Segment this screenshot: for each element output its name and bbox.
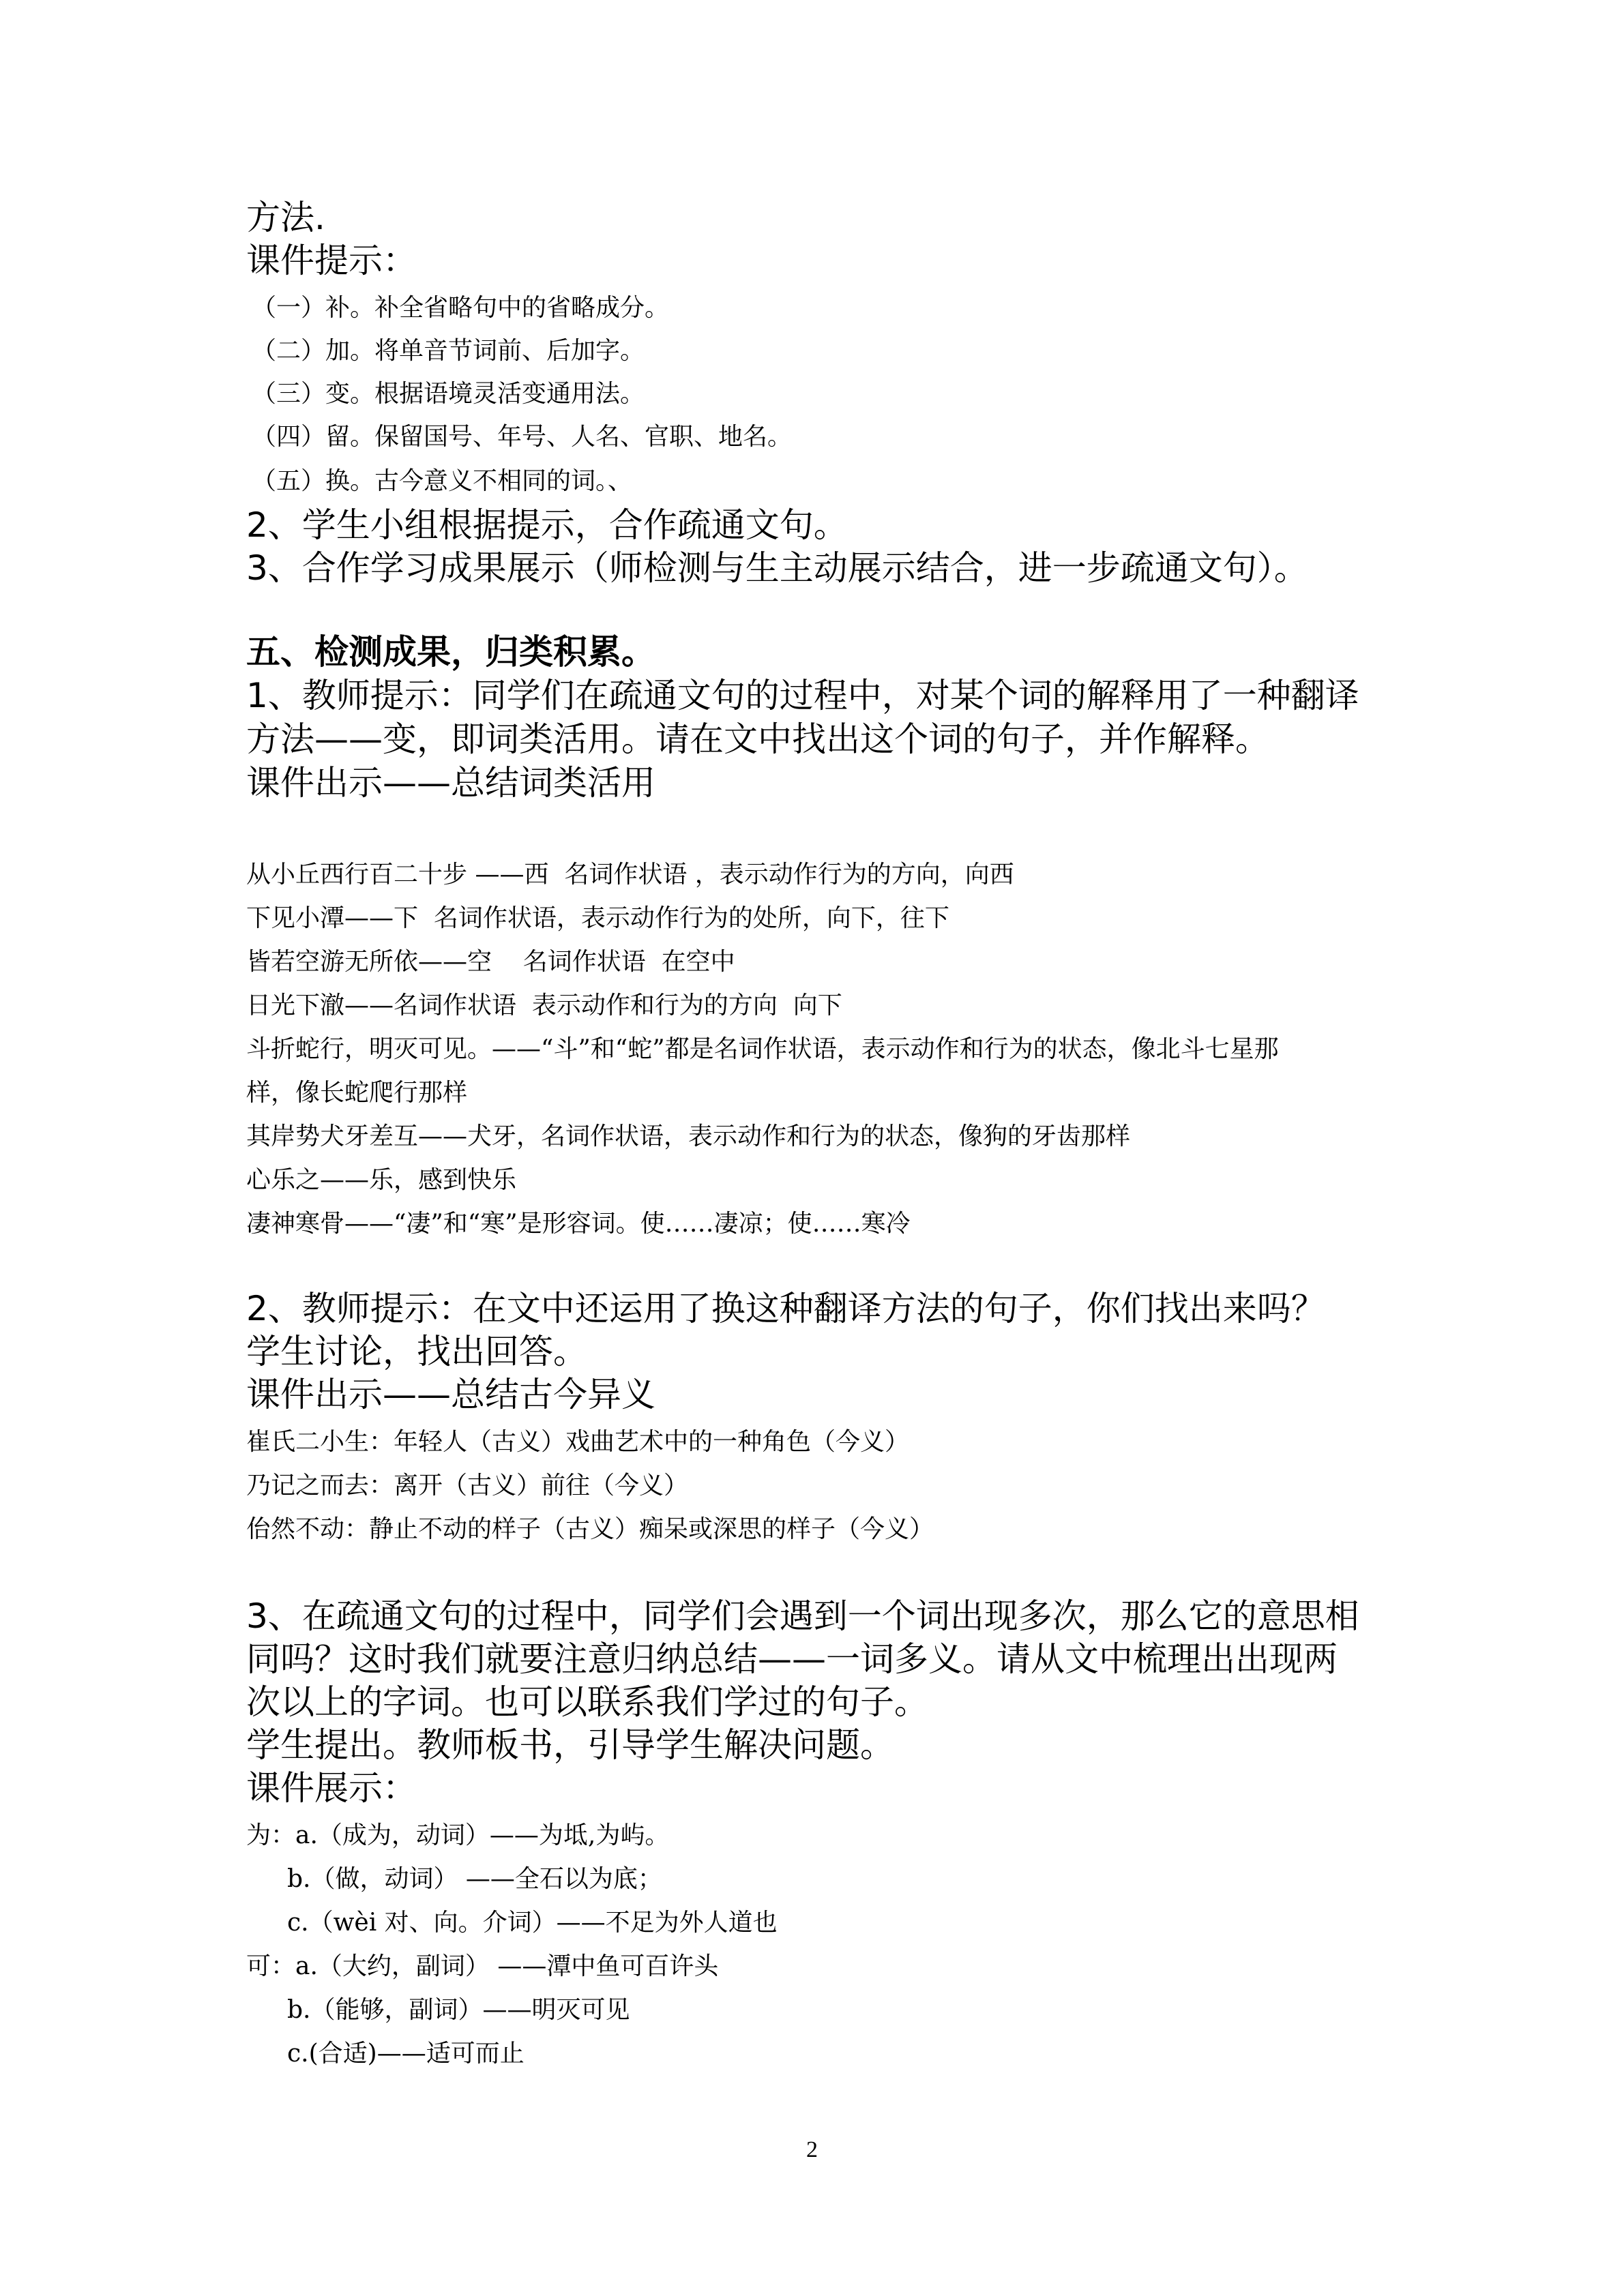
section-heading: 五、检测成果，归类积累。 [246, 632, 655, 672]
text-line: 凄神寒骨——“凄”和“寒”是形容词。使……凄凉；使……寒冷 [246, 1210, 911, 1238]
text-line: 皆若空游无所依——空 名词作状语 在空中 [246, 948, 735, 976]
text-line: 课件提示： [246, 241, 417, 280]
text-line: 课件出示——总结古今异义 [246, 1375, 655, 1414]
text-line: 方法. [246, 198, 325, 237]
text-line: 课件出示——总结词类活用 [246, 763, 655, 803]
text-line: 课件展示： [246, 1768, 417, 1808]
text-line: 2、学生小组根据提示，合作疏通文句。 [246, 505, 848, 545]
text-line: b.（能够，副词）——明灭可见 [287, 1996, 630, 2024]
text-line: 1、教师提示：同学们在疏通文句的过程中，对某个词的解释用了一种翻译 [246, 676, 1359, 715]
text-line: 学生讨论，找出回答。 [246, 1332, 587, 1371]
text-line: 学生提出。教师板书，引导学生解决问题。 [246, 1725, 894, 1765]
text-line: 斗折蛇行，明灭可见。——“斗”和“蛇”都是名词作状语，表示动作和行为的状态，像北斗七星那 [246, 1035, 1279, 1063]
text-line: 同吗？这时我们就要注意归纳总结——一词多义。请从文中梳理出出现两 [246, 1639, 1338, 1679]
text-line: b.（做，动词） ——全石以为底； [287, 1865, 662, 1893]
text-line: c.(合适)——适可而止 [287, 2040, 525, 2068]
text-line: 方法——变，即词类活用。请在文中找出这个词的句子，并作解释。 [246, 719, 1269, 759]
text-line: （四）留。保留国号、年号、人名、官职、地名。 [252, 423, 793, 451]
text-line: 日光下澈——名词作状语 表示动作和行为的方向 向下 [246, 992, 842, 1019]
text-line: （二）加。将单音节词前、后加字。 [252, 337, 645, 365]
text-line: 次以上的字词。也可以联系我们学过的句子。 [246, 1682, 928, 1722]
text-line: 可：a.（大约，副词） ——潭中鱼可百许头 [246, 1952, 719, 1980]
text-line: 样，像长蛇爬行那样 [246, 1079, 468, 1107]
text-line: 3、在疏通文句的过程中，同学们会遇到一个词出现多次，那么它的意思相 [246, 1596, 1359, 1636]
text-line: 其岸势犬牙差互——犬牙，名词作状语，表示动作和行为的状态，像狗的牙齿那样 [246, 1122, 1131, 1150]
text-line: c.（wèi 对、向。介词）——不足为外人道也 [287, 1909, 778, 1937]
text-line: 为：a.（成为，动词）——为坻,为屿。 [246, 1821, 670, 1849]
text-line: （五）换。古今意义不相同的词。、 [252, 467, 633, 495]
text-line: 乃记之而去：离开（古义）前往（今义） [246, 1472, 689, 1500]
text-line: （一）补。补全省略句中的省略成分。 [252, 294, 670, 322]
page-number: 2 [806, 2137, 818, 2162]
text-line: 崔氏二小生：年轻人（古义）戏曲艺术中的一种角色（今义） [246, 1428, 910, 1456]
text-line: 佁然不动：静止不动的样子（古义）痴呆或深思的样子（今义） [246, 1515, 934, 1543]
text-line: （三）变。根据语境灵活变通用法。 [252, 380, 645, 408]
text-line: 下见小潭——下 名词作状语，表示动作行为的处所，向下，往下 [246, 904, 949, 932]
text-line: 3、合作学习成果展示（师检测与生主动展示结合，进一步疏通文句）。 [246, 548, 1308, 588]
text-line: 2、教师提示：在文中还运用了换这种翻译方法的句子，你们找出来吗？ [246, 1289, 1325, 1328]
text-line: 从小丘西行百二十步 ——西 名词作状语 ，表示动作行为的方向，向西 [246, 861, 1014, 889]
text-line: 心乐之——乐，感到快乐 [246, 1166, 517, 1194]
